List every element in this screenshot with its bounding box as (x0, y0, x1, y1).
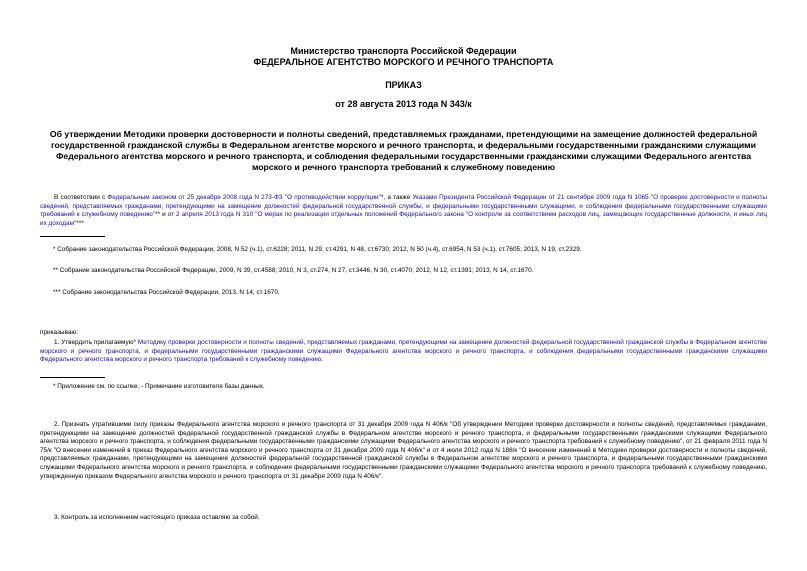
footnote-3: *** Собрание законодательства Российской Федерации, 2013, N 14, ст.1670. (53, 289, 280, 296)
footnote-divider (40, 236, 105, 237)
preamble-text-4: *** (76, 219, 84, 227)
federal-law-link[interactable]: Федеральным законом от 25 декабря 2008 года N 273-ФЗ "О противодействии коррупции" (107, 194, 381, 201)
footnote-1: * Собрание законодательства Российской Федерации, 2008, N 52 (ч.1), ст.6228; 2011, N 29, ст.4291, N 48, ст.6730; 2012, N 50 (ч.4), ст.6954, N 53 (ч.1), ст.7605; 2013, N 19, ст.2329. (53, 246, 582, 253)
document-title: Об утверждении Методики проверки достоверности и полноты сведений, представляемых гражданами, претендующими на замещение должностей федеральной государственной гражданской службы в Федеральном агентстве морского и речного транспорта, и федеральными государственными гражданскими служащими Федерального агентства морского и речного транспорта, и соблюдения федеральными государственными гражданскими служащими Федерального агентства морского и речного транспорта требований к служебному поведению (49, 129, 758, 172)
document-date: от 28 августа 2013 года N 343/к (335, 99, 472, 109)
decree-310-link[interactable]: от 2 апреля 2013 года N 310 "О мерах по реализации отдельных положений Федерального закона "О контроле за соответствием расходов лиц, замещающих государственные должности, и иных лиц их доходам" (40, 211, 767, 227)
document-type: ПРИКАЗ (385, 80, 422, 90)
order-item-2: 2. Признать утратившими силу приказы Федерального агентства морского и речного транспорта от 31 декабря 2009 года N 406/к "Об утверждении Методики проверки достоверности и полноты сведений, представляемых гражданами, претендующими на замещение должностей федеральной государственной гражданской службы в Федеральном агентстве морского и речного транспорта, и федеральными государственными гражданскими служащими Федерального агентства морского и речного транспорта, и соблюдения федеральными государственными гражданскими служащими Федерального агентства морского и речного транспорта требований к служебному поведению", от 21 февраля 2011 года N 75/к "О внесении изменений в приказ Федерального агентства морского и речного транспорта от 31 декабря 2009 года N 406/к" и от 4 июля 2012 года N 188/к "О внесении изменений в Методики проверки достоверности и полноты сведений, представляемых гражданами, претендующими на замещение должностей федеральной государственной гражданской службы в Федеральном агентстве морского и речного транспорта, и федеральными государственными гражданскими служащими Федерального агентства морского и речного транспорта, и соблюдения федеральными государственными гражданскими служащими Федерального агентства морского и речного транспорта требований к служебному поведению, утвержденную приказом Федерального агентства морского и речного транспорта от 31 декабря 2009 года N 406/к". (40, 421, 767, 480)
order-item-1 (40, 339, 767, 365)
preamble-text-2: *, а также (380, 194, 413, 201)
ministry-name: Министерство транспорта Российской Федерации (290, 46, 517, 56)
preamble-text-3: ** и (155, 211, 168, 219)
order-item-3: 3. Контроль за исполнением настоящего приказа оставляю за собой. (54, 514, 260, 521)
item1-text: 1. Утвердить прилагаемую* (54, 339, 138, 346)
footnote-2: ** Собрание законодательства Российской Федерации, 2009, N 39, ст.4588; 2010, N 3, ст.274, N 27, ст.3446, N 30, ст.4070; 2012, N 12, ст.1391; 2013, N 14, ст.1670. (53, 267, 534, 274)
preamble-paragraph (40, 194, 767, 228)
orders-word: приказываю: (40, 329, 78, 336)
item1-end: . (321, 356, 323, 364)
agency-name: ФЕДЕРАЛЬНОЕ АГЕНТСТВО МОРСКОГО И РЕЧНОГО ТРАНСПОРТА (253, 57, 554, 67)
footnote-divider-2 (40, 377, 105, 378)
methodology-link[interactable]: Методику проверки достоверности и полноты сведений, представляемых гражданами, претендующими на замещение должностей федеральной государственной гражданской службы в Федеральном агентстве морского и речного транспорта, и федеральными государственными гражданскими служащими Федерального агентства морского и речного транспорта, и соблюдения федеральными государственными гражданскими служащими Федерального агентства морского и речного транспорта требований к служебному поведению (40, 339, 768, 364)
preamble-text-1: В соответствии с (54, 194, 108, 201)
footnote-4: * Приложение см. по ссылке. - Примечание изготовителя базы данных. (53, 383, 265, 390)
presidential-decree-link[interactable]: Указами Президента Российской Федерации от 21 сентября 2009 года N 1065 "О проверке достоверности и полноты сведений, представляемых гражданами, претендующими на замещение должностей федеральной государственной службы, и федеральными государственными служащими, и соблюдения федеральными государственными служащими требований к служебному поведению" (40, 194, 767, 219)
